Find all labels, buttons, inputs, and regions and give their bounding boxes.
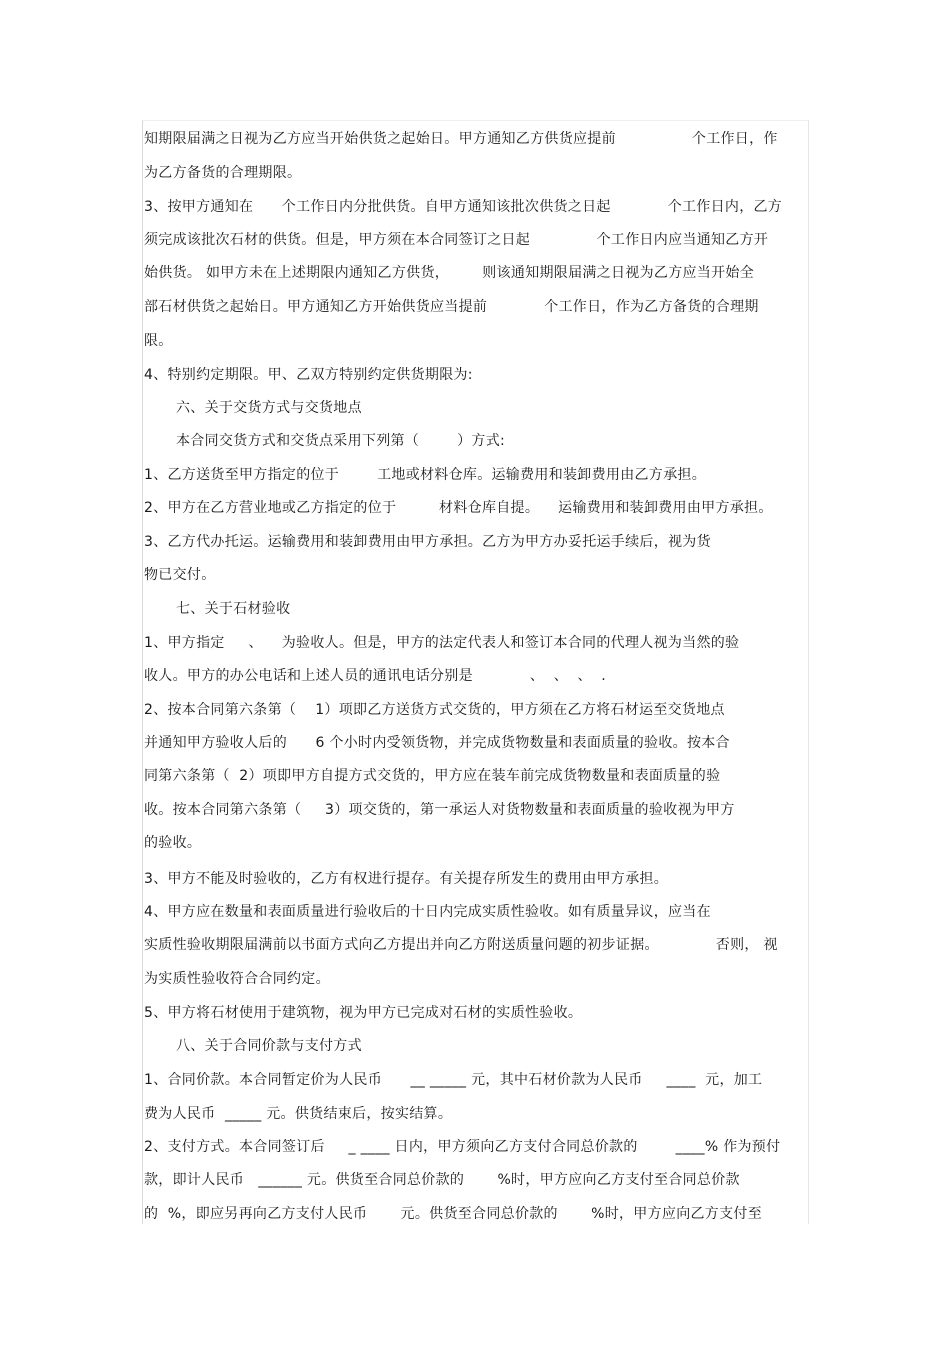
text-line: 须完成该批次石材的供货。但是，甲方须在本合同签订之日起 个工作日内应当通知乙方开 <box>144 232 769 248</box>
section-heading: 八、关于合同价款与支付方式 <box>176 1038 362 1054</box>
text-line: 1、甲方指定 、 为验收人。但是，甲方的法定代表人和签订本合同的代理人视为当然的验 <box>144 635 740 651</box>
text-line: 2、甲方在乙方营业地或乙方指定的位于 材料仓库自提。 运输费用和装卸费用由甲方承担。 <box>144 500 773 516</box>
text-line: 的验收。 <box>144 835 202 851</box>
text-line: 同第六条第（ 2）项即甲方自提方式交货的，甲方应在装车前完成货物数量和表面质量的验 <box>144 768 721 784</box>
section-heading: 七、关于石材验收 <box>176 601 291 617</box>
text-line: 4、甲方应在数量和表面质量进行验收后的十日内完成实质性验收。如有质量异议，应当在 <box>144 904 711 920</box>
text-line: 5、甲方将石材使用于建筑物，视为甲方已完成对石材的实质性验收。 <box>144 1005 583 1021</box>
text-line: 为乙方备货的合理期限。 <box>144 165 302 181</box>
text-line: 3、甲方不能及时验收的，乙方有权进行提存。有关提存所发生的费用由甲方承担。 <box>144 871 669 887</box>
text-line: 为实质性验收符合合同约定。 <box>144 971 330 987</box>
section-heading: 六、关于交货方式与交货地点 <box>176 400 362 416</box>
text-line: 3、按甲方通知在 个工作日内分批供货。自甲方通知该批次供货之日起 个工作日内，乙方 <box>144 199 783 215</box>
text-line: 4、特别约定期限。甲、乙双方特别约定供货期限为: <box>144 367 473 383</box>
text-line: 实质性验收期限届满前以书面方式向乙方提出并向乙方附送质量问题的初步证据。 否则， 视 <box>144 937 778 953</box>
text-line: 限。 <box>144 333 173 349</box>
text-line: 部石材供货之起始日。甲方通知乙方开始供货应当提前 个工作日，作为乙方备货的合理期 <box>144 299 759 315</box>
text-line: 始供货。 如甲方未在上述期限内通知乙方供货， 则该通知期限届满之日视为乙方应当开始全 <box>144 265 754 281</box>
text-line: 收人。甲方的办公电话和上述人员的通讯电话分别是 、 、 、 . <box>144 668 607 684</box>
text-line: 收。按本合同第六条第（ 3）项交货的，第一承运人对货物数量和表面质量的验收视为甲方 <box>144 802 735 818</box>
text-line: 知期限届满之日视为乙方应当开始供货之起始日。甲方通知乙方供货应提前 个工作日，作 <box>144 131 778 147</box>
text-line: 2、按本合同第六条第（ 1）项即乙方送货方式交货的，甲方须在乙方将石材运至交货地点 <box>144 702 725 718</box>
text-line: 物已交付。 <box>144 567 216 583</box>
text-line: 费为人民币 _____ 元。供货结束后，按实结算。 <box>144 1106 453 1122</box>
text-line: 3、乙方代办托运。运输费用和装卸费用由甲方承担。乙方为甲方办妥托运手续后，视为货 <box>144 534 711 550</box>
text-line: 2、支付方式。本合同签订后 _ ____ 日内，甲方须向乙方支付合同总价款的 ____% 作为预付 <box>144 1139 781 1155</box>
text-line: 的 %，即应另再向乙方支付人民币 元。供货至合同总价款的 %时，甲方应向乙方支付至 <box>144 1206 763 1222</box>
text-line: 款，即计人民币 ______ 元。供货至合同总价款的 %时，甲方应向乙方支付至合同总价款 <box>144 1172 740 1188</box>
text-line: 并通知甲方验收人后的 6 个小时内受领货物，并完成货物数量和表面质量的验收。按本合 <box>144 735 730 751</box>
text-line: 本合同交货方式和交货点采用下列第（ ）方式: <box>176 433 506 449</box>
text-line: 1、乙方送货至甲方指定的位于 工地或材料仓库。运输费用和装卸费用由乙方承担。 <box>144 467 707 483</box>
text-line: 1、合同价款。本合同暂定价为人民币 __ _____ 元，其中石材价款为人民币 ____ 元，加工 <box>144 1072 763 1088</box>
